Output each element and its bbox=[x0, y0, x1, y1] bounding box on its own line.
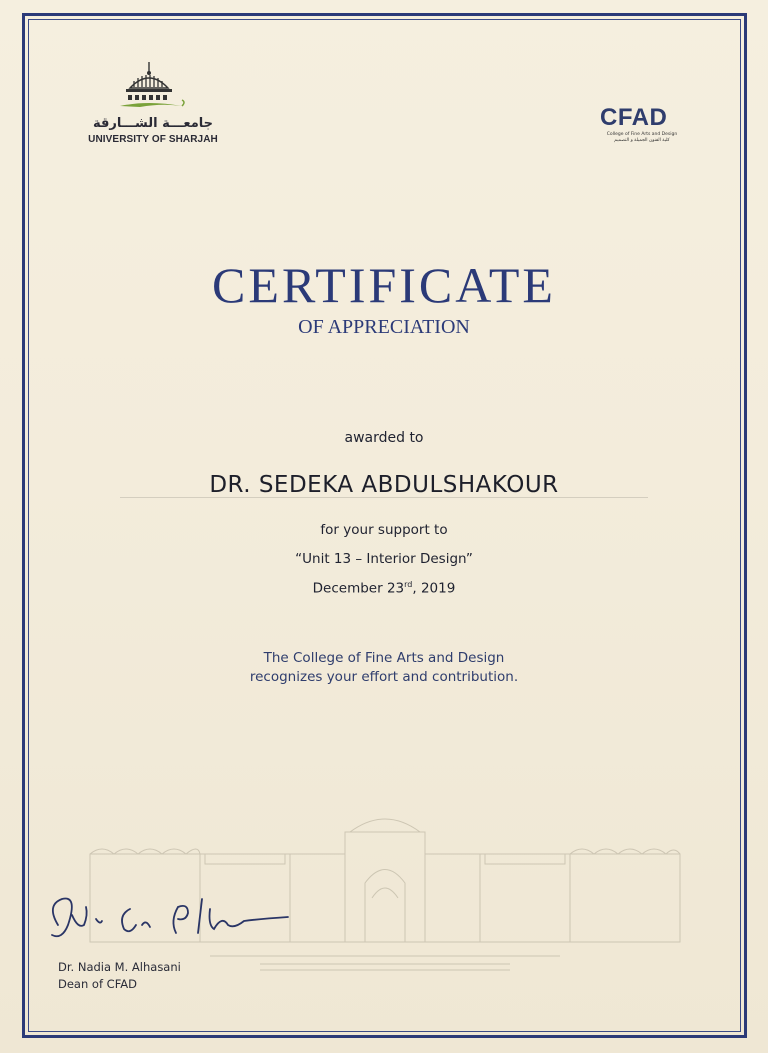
certificate-subtitle: OF APPRECIATION bbox=[298, 316, 470, 338]
university-arabic-name: جامعـــة الشـــارقة bbox=[92, 116, 214, 131]
certificate-title: CERTIFICATE bbox=[212, 257, 556, 313]
unit-line: “Unit 13 – Interior Design” bbox=[295, 551, 473, 567]
support-line: for your support to bbox=[320, 522, 448, 538]
cfad-subtitle-arabic: كلية الفنون الجميلة و التصميم bbox=[614, 138, 670, 143]
signatory-name: Dr. Nadia M. Alhasani bbox=[58, 960, 181, 974]
date-year: , 2019 bbox=[412, 580, 456, 597]
recognition-line-1: The College of Fine Arts and Design bbox=[263, 650, 505, 666]
university-english-name: UNIVERSITY OF SHARJAH bbox=[88, 134, 218, 145]
recognition-line-2: recognizes your effort and contribution. bbox=[249, 669, 519, 685]
awarded-to-label: awarded to bbox=[344, 430, 424, 446]
name-underline bbox=[120, 497, 648, 498]
signature bbox=[38, 885, 298, 955]
cfad-logo bbox=[590, 104, 694, 154]
date-suffix: rd bbox=[404, 580, 413, 589]
dome-icon bbox=[78, 60, 228, 116]
cfad-mark: CFAD bbox=[600, 104, 668, 131]
signatory-title: Dean of CFAD bbox=[58, 977, 137, 991]
recipient-name: DR. SEDEKA ABDULSHAKOUR bbox=[209, 472, 559, 498]
date-day: December 23 bbox=[312, 580, 405, 597]
award-date bbox=[0, 580, 768, 597]
university-logo bbox=[78, 60, 228, 150]
cfad-subtitle-english: College of Fine Arts and Design bbox=[606, 132, 678, 137]
